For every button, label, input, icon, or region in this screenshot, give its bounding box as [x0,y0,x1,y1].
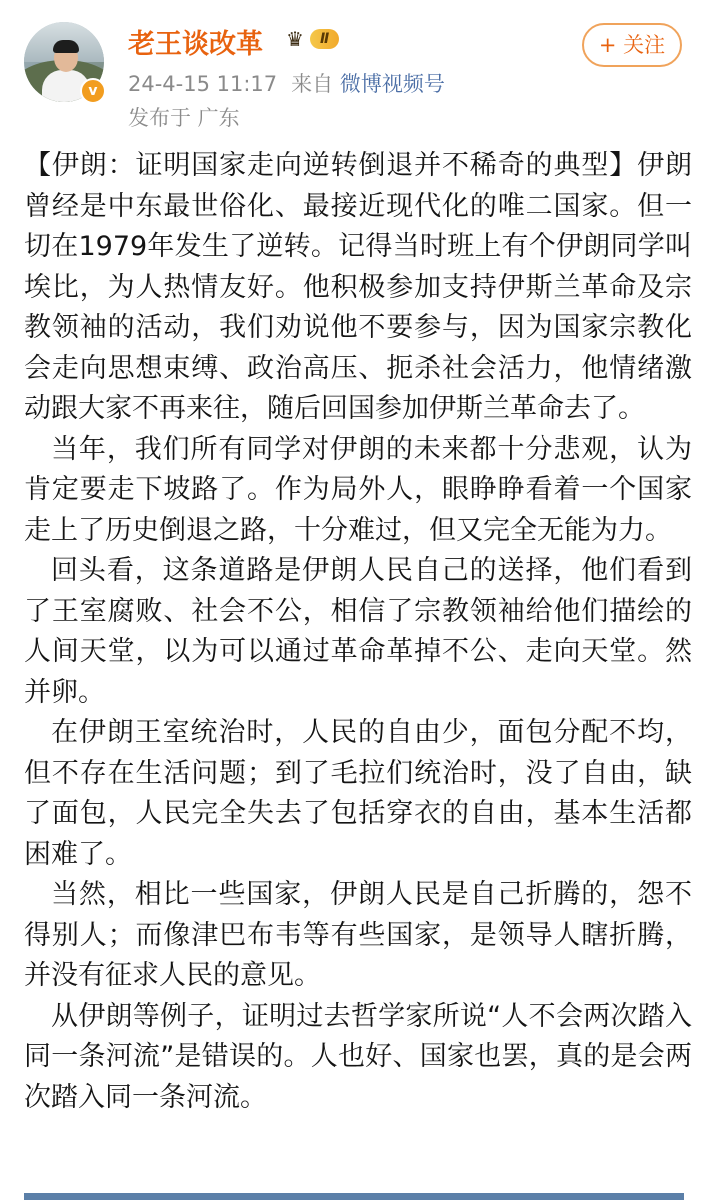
follow-button[interactable]: + 关注 [582,23,682,67]
vip-badge[interactable] [286,26,339,52]
avatar-person-hair [53,40,79,53]
crown-icon: ♛ [286,27,304,51]
post-paragraph: 在伊朗王室统治时，人民的自由少，面包分配不均，但不存在生活问题；到了毛拉们统治时，没了自由，缺了面包，人民完全失去了包括穿衣的自由，基本生活都困难了。 [24,717,692,870]
source-prefix: 来自 [291,72,334,96]
post-paragraph: 从伊朗等例子，证明过去哲学家所说“人不会两次踏入同一条河流”是错误的。人也好、国家也罢，真的是会两次踏入同一条河流。 [24,1000,692,1113]
post-location: 发布于 广东 [128,106,240,130]
post-content [24,146,692,1118]
post-paragraph: 当然，相比一些国家，伊朗人民是自己折腾的，怨不得别人；而像津巴布韦等有些国家，是领导人瞎折腾，并没有征求人民的意见。 [24,879,692,991]
verified-badge-icon: v [80,78,106,104]
post-meta-line [128,68,445,98]
post-paragraph: 【伊朗：证明国家走向逆转倒退并不稀奇的典型】伊朗曾经是中东最世俗化、最接近现代化的唯二国家。但一切在1979年发生了逆转。记得当时班上有个伊朗同学叫埃比，为人热情友好。他积极参加支持伊斯兰革命及宗教领袖的活动，我们劝说他不要参与，因为国家宗教化会走向思想束缚、政治高压、扼杀社会活力，他情绪激动跟大家不再来往，随后回国参加伊斯兰革命去了。 [24,150,692,424]
vip-level-label: Ⅱ [310,29,339,49]
post-header [0,0,709,140]
source-link[interactable]: 微博视频号 [339,72,445,96]
post-timestamp: 24-4-15 11:17 [128,72,278,96]
post-paragraph: 回头看，这条道路是伊朗人民自己的送择，他们看到了王室腐败、社会不公，相信了宗教领袖给他们描绘的人间天堂，以为可以通过革命革掉不公、走向天堂。然并卵。 [24,555,692,708]
post-paragraph: 当年，我们所有同学对伊朗的未来都十分悲观，认为肯定要走下坡路了。作为局外人，眼睁睁看着一个国家走上了历史倒退之路，十分难过，但又完全无能为力。 [24,433,692,546]
author-name[interactable]: 老王谈改革 [128,29,263,60]
bottom-media-strip [24,1193,684,1200]
